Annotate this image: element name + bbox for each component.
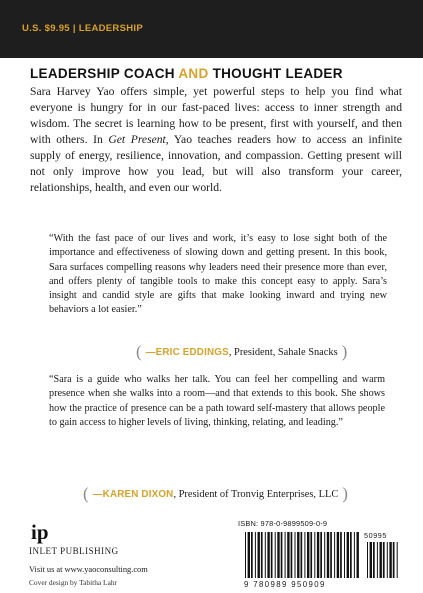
testimonial-role-2: , President of Tronvig Enterprises, LLC <box>173 488 339 500</box>
barcode-bar <box>267 532 269 578</box>
headline-part-1: LEADERSHIP COACH <box>30 66 179 81</box>
barcode-bar <box>324 532 325 578</box>
barcode-bar <box>354 532 355 578</box>
barcode-bar <box>370 542 372 578</box>
intro-part-1: Sara Harvey Yao offers simple, yet powerful steps to help you find what everyone is hungry for in our fast-paced lives: access to inner strength and wisdom. The secret is learning how to be present, first with yourself, and then with others. In <box>30 85 402 146</box>
left-paren-ornament: ( <box>136 342 142 361</box>
barcode-bar <box>275 532 276 578</box>
barcode-bar <box>347 532 349 578</box>
barcode-bar <box>310 532 312 578</box>
barcode-bar <box>314 532 315 578</box>
barcode-bar <box>380 542 382 578</box>
barcode-bar <box>297 532 299 578</box>
cover-design-credit: Cover design by Tabitha Lahr <box>29 578 118 587</box>
barcode-bar <box>304 532 305 578</box>
barcode-bar <box>245 532 246 578</box>
barcode-bar <box>287 532 289 578</box>
right-paren-ornament: ) <box>341 342 348 361</box>
barcode-bar <box>367 542 368 578</box>
headline-accent: AND <box>178 66 209 81</box>
barcode-bar <box>357 532 359 578</box>
testimonial-author-1: —ERIC EDDINGS <box>145 346 229 358</box>
isbn-label: ISBN: 978-0-9899509-0-9 <box>238 519 328 528</box>
barcode-bar <box>340 532 342 578</box>
book-title-italic: Get Present <box>108 133 166 146</box>
barcode-bar <box>265 532 266 578</box>
testimonial-quote-1: “With the fast pace of our lives and work, it’s easy to lose sight both of the importance and effectiveness of slowing down and getting present. In this book, Sara surfaces compelling reasons why leaders need their presence more than ever, and offers plenty of tangible tools to make this concept easy to apply. Sara’s insight and candid style are gifts that make looking inward and trying new behaviors a lot easier.” <box>49 233 387 316</box>
barcode-bar <box>277 532 279 578</box>
publisher-name: INLET PUBLISHING <box>29 546 119 556</box>
barcode-bar <box>327 532 329 578</box>
barcode-bar <box>373 542 375 578</box>
barcode-bar <box>317 532 319 578</box>
barcode-bar <box>248 532 250 578</box>
price-category-line: U.S. $9.95 | LEADERSHIP <box>22 23 143 34</box>
barcode-bar <box>397 542 398 578</box>
barcode-bar <box>320 532 322 578</box>
barcode-bar <box>301 532 303 578</box>
barcode-bar <box>334 532 335 578</box>
barcode-bar <box>307 532 309 578</box>
barcode-bar <box>281 532 283 578</box>
headline-part-2: THOUGHT LEADER <box>208 66 343 81</box>
barcode-bar <box>295 532 296 578</box>
ip-logo-icon <box>31 522 53 544</box>
barcode-bar <box>344 532 345 578</box>
testimonial-quote-2: “Sara is a guide who walks her talk. You can feel her compelling and warm presence when she walks into a room—and that extends to this book. She shows how the practice of presence can be a path toward self-mastery that allows people to gain access to higher levels of living, thinking, relating, and leading.” <box>49 374 385 428</box>
barcode-bar <box>291 532 293 578</box>
barcode-bar <box>389 542 391 578</box>
ip-logo-text: ip <box>31 522 49 544</box>
barcode-bar <box>251 532 253 578</box>
barcode-bar <box>330 532 332 578</box>
barcode-bar <box>393 542 395 578</box>
barcode-bar <box>350 532 352 578</box>
testimonial-author-2: —KAREN DIXON <box>92 488 174 500</box>
right-paren-ornament: ) <box>342 484 348 503</box>
price-code-digits: 50995 <box>364 531 387 540</box>
header-band <box>0 0 423 58</box>
barcode-bar <box>258 532 260 578</box>
barcode-bar <box>377 542 378 578</box>
testimonial-attribution-1 <box>132 342 351 361</box>
intro-paragraph <box>30 84 402 196</box>
barcode-bar <box>271 532 273 578</box>
barcode-bar <box>285 532 286 578</box>
visit-website-line: Visit us at www.yaoconsulting.com <box>29 565 148 574</box>
barcode-bar <box>387 542 388 578</box>
barcode-bar <box>337 532 339 578</box>
barcode-bar <box>383 542 385 578</box>
barcode-bar <box>261 532 263 578</box>
intro-part-2: , Yao teaches readers how to access an infinite supply of energy, resilience, innovation, and compassion. Getting present will not only improve how you lead, but will also transform your career, relationships, health, and even our world. <box>30 133 402 194</box>
testimonial-attribution-2 <box>79 484 352 503</box>
barcode-bar <box>255 532 256 578</box>
barcode-digits: 9 780989 950909 <box>244 580 326 589</box>
left-paren-ornament: ( <box>83 484 89 503</box>
testimonial-role-1: , President, Sahale Snacks <box>228 346 338 358</box>
headline <box>30 66 410 81</box>
